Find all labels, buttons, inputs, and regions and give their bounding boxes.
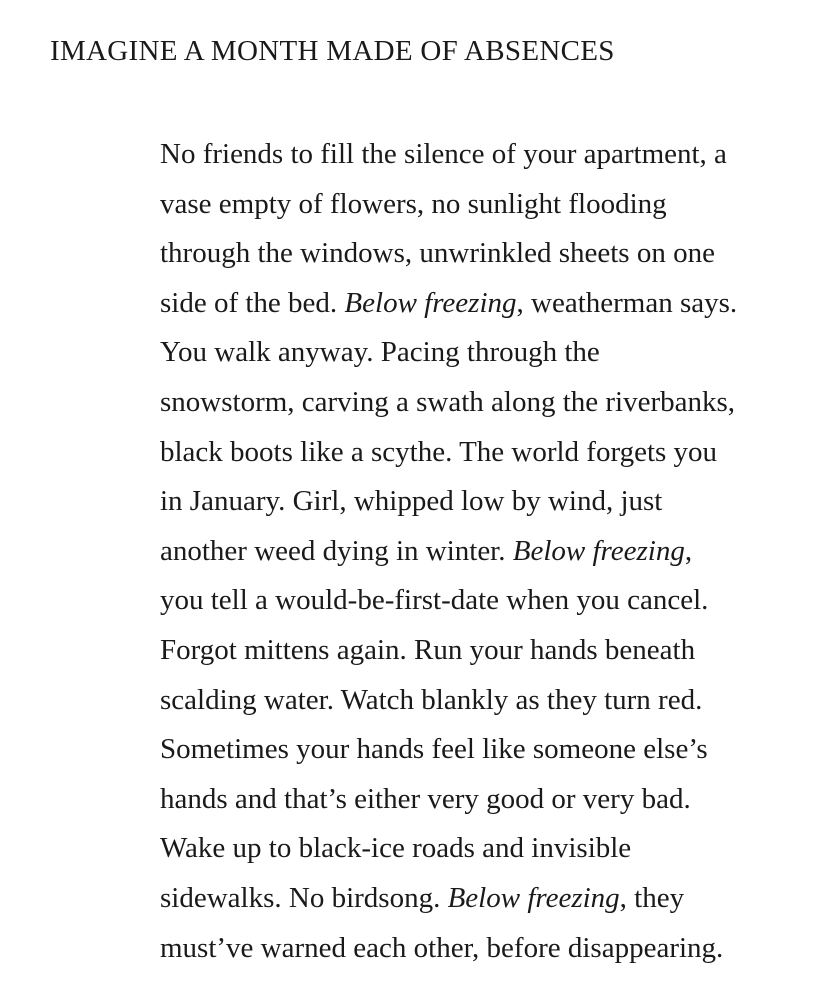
poem-text: snowstorm, carving a swath along the riverbanks, <box>160 385 736 418</box>
poem-line <box>160 676 820 726</box>
poem-text: black boots like a scythe. The world forgets you <box>160 435 718 468</box>
poem-line <box>160 527 820 577</box>
poem-line <box>160 576 820 626</box>
poem-text: hands and that’s either very good or very bad. <box>160 782 691 815</box>
poem-body <box>160 130 820 973</box>
poem-line <box>160 229 820 279</box>
poem-line <box>160 725 820 775</box>
poem-line <box>160 428 820 478</box>
poem-line <box>160 130 820 180</box>
poem-line <box>160 180 820 230</box>
poem-text: Sometimes your hands feel like someone else’s <box>160 733 708 766</box>
poem-line <box>160 874 820 924</box>
poem-line <box>160 477 820 527</box>
poem-italic-text: Below freezing <box>344 286 517 319</box>
poem-text: scalding water. Watch blankly as they turn red. <box>160 683 703 716</box>
poem-text: you tell a would-be-first-date when you cancel. <box>160 584 709 617</box>
poem-text: side of the bed. <box>160 286 345 319</box>
poem-line <box>160 626 820 676</box>
poem-text: vase empty of flowers, no sunlight flooding <box>160 187 667 220</box>
poem-text: must’ve warned each other, before disappearing. <box>160 931 724 964</box>
poem-text: You walk anyway. Pacing through the <box>160 336 600 369</box>
poem-line <box>160 328 820 378</box>
poem-text: , weatherman says. <box>516 286 738 319</box>
poem-text: another weed dying in winter. <box>160 534 513 567</box>
poem-text: No friends to fill the silence of your apartment, a <box>160 138 727 170</box>
poem-text: , <box>684 534 693 567</box>
poem-line <box>160 279 820 329</box>
poem-italic-text: Below freezing <box>447 881 620 914</box>
poem-italic-text: Below freezing <box>512 534 685 567</box>
poem-text: sidewalks. No birdsong. <box>160 881 448 914</box>
poem-line <box>160 924 820 974</box>
poem-line <box>160 775 820 825</box>
poem-line <box>160 824 820 874</box>
poem-text: , they <box>619 881 685 914</box>
poem-title: IMAGINE A MONTH MADE OF ABSENCES <box>50 35 615 67</box>
poem-text: in January. Girl, whipped low by wind, just <box>160 485 663 518</box>
poem-text: Wake up to black-ice roads and invisible <box>160 832 632 865</box>
poem-text: through the windows, unwrinkled sheets on one <box>160 237 715 270</box>
poem-text: Forgot mittens again. Run your hands beneath <box>160 633 696 666</box>
poem-line <box>160 378 820 428</box>
